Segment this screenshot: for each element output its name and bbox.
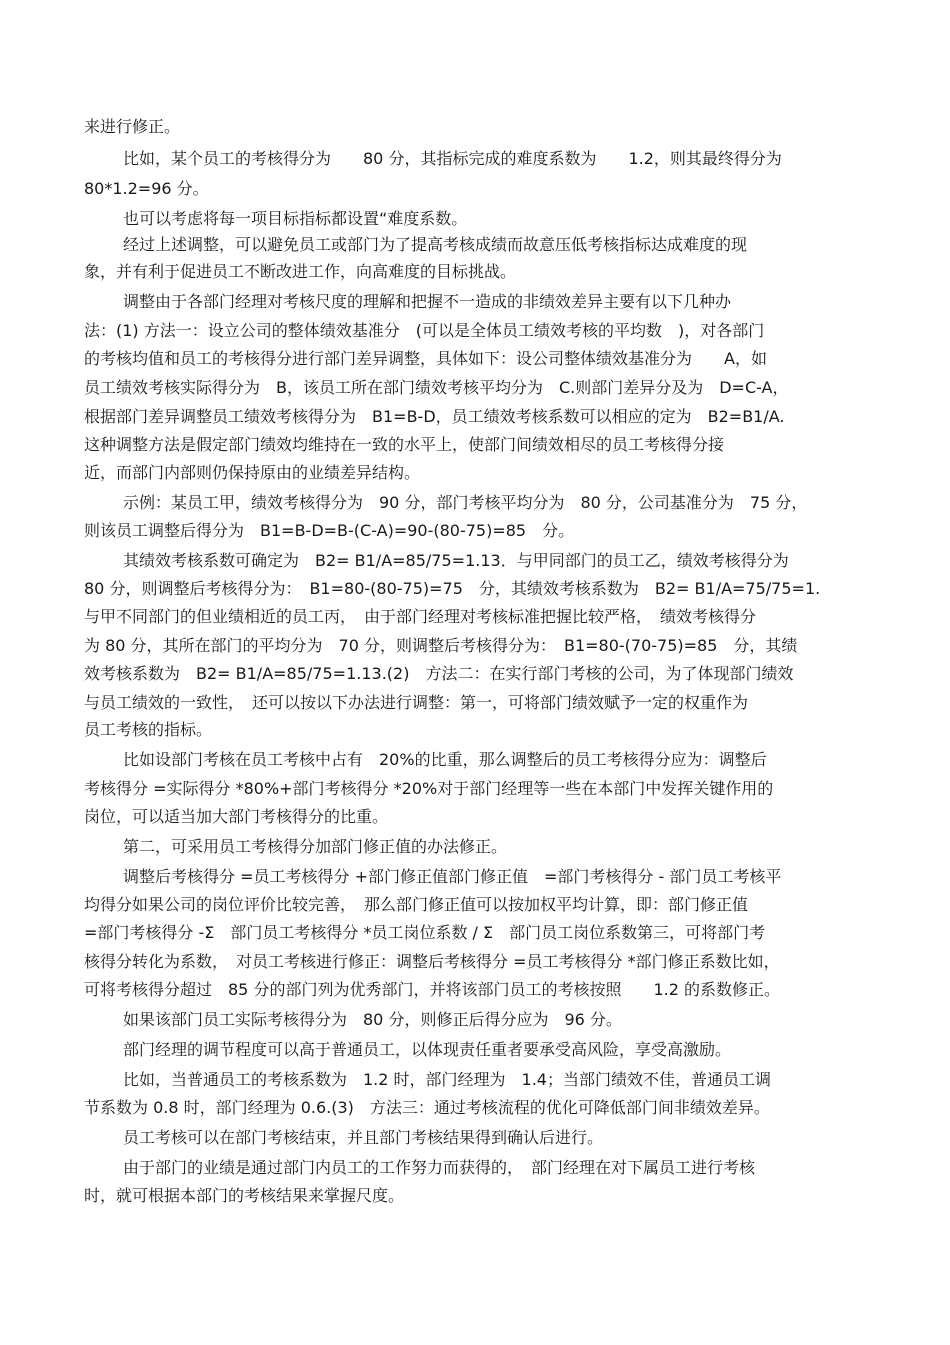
text-line: 80*1.2=96 分。 (84, 179, 209, 198)
text-line: 部门经理的调节程度可以高于普通员工，以体现责任重者要承受高风险，享受高激励。 (123, 1040, 732, 1059)
text-line: 均得分如果公司的岗位评价比较完善， 那么部门修正值可以按加权平均计算，即：部门修正值 (84, 895, 749, 914)
text-line: 经过上述调整，可以避免员工或部门为了提高考核成绩而故意压低考核指标达成难度的现 (123, 235, 748, 254)
text-line: 员工考核的指标。 (84, 720, 213, 739)
text-line: 比如，当普通员工的考核系数为 1.2 时，部门经理为 1.4；当部门绩效不佳，普通员工调 (123, 1070, 771, 1089)
text-line: 的考核均值和员工的考核得分进行部门差异调整，具体如下：设公司整体绩效基准分为 A，如 (84, 349, 767, 368)
text-line: 员工绩效考核实际得分为 B，该员工所在部门绩效考核平均分为 C.则部门差异分及为 D=C-A， (84, 378, 789, 397)
text-line: 效考核系数为 B2= B1/A=85/75=1.13.(2) 方法二：在实行部门考核的公司，为了体现部门绩效 (84, 664, 794, 683)
text-line: 80 分，则调整后考核得分为： B1=80-(80-75)=75 分，其绩效考核系数为 B2= B1/A=75/75=1. (84, 579, 821, 598)
text-line: 可将考核得分超过 85 分的部门列为优秀部门，并将该部门员工的考核按照 1.2 的系数修正。 (84, 980, 780, 999)
text-line: 示例：某员工甲，绩效考核得分为 90 分，部门考核平均分为 80 分，公司基准分为 75 分， (123, 493, 808, 512)
text-line: 核得分转化为系数， 对员工考核进行修正：调整后考核得分 =员工考核得分 *部门修正系数比如， (84, 952, 780, 971)
text-line: 与员工绩效的一致性， 还可以按以下办法进行调整：第一，可将部门绩效赋予一定的权重作为 (84, 693, 749, 712)
text-line: 比如设部门考核在员工考核中占有 20%的比重，那么调整后的员工考核得分应为：调整后 (123, 750, 767, 769)
text-line: =部门考核得分 -Σ 部门员工考核得分 *员工岗位系数 / Σ 部门员工岗位系数第三，可将部门考 (84, 923, 766, 942)
text-line: 来进行修正。 (84, 117, 181, 136)
text-line: 这种调整方法是假定部门绩效均维持在一致的水平上，使部门间绩效相尽的员工考核得分接 (84, 435, 725, 454)
text-line: 则该员工调整后得分为 B1=B-D=B-(C-A)=90-(80-75)=85 分。 (84, 521, 575, 540)
text-line: 调整由于各部门经理对考核尺度的理解和把握不一造成的非绩效差异主要有以下几种办 (123, 292, 732, 311)
text-line: 也可以考虑将每一项目标指标都设置“难度系数。 (123, 209, 468, 228)
text-line: 其绩效考核系数可确定为 B2= B1/A=85/75=1.13．与甲同部门的员工乙，绩效考核得分为 (123, 551, 789, 570)
text-line: 近，而部门内部则仍保持原由的业绩差异结构。 (84, 463, 421, 482)
text-line: 调整后考核得分 =员工考核得分 +部门修正值部门修正值 =部门考核得分 - 部门员工考核平 (123, 867, 782, 886)
text-line: 时，就可根据本部门的考核结果来掌握尺度。 (84, 1186, 405, 1205)
text-line: 第二，可采用员工考核得分加部门修正值的办法修正。 (123, 837, 508, 856)
text-line: 岗位，可以适当加大部门考核得分的比重。 (84, 807, 389, 826)
text-line: 比如，某个员工的考核得分为 80 分，其指标完成的难度系数为 1.2，则其最终得分为 (123, 149, 782, 168)
text-line: 为 80 分，其所在部门的平均分为 70 分，则调整后考核得分为： B1=80-(70-75)=85 分，其绩 (84, 636, 798, 655)
text-line: 员工考核可以在部门考核结束，并且部门考核结果得到确认后进行。 (123, 1128, 604, 1147)
text-line: 如果该部门员工实际考核得分为 80 分，则修正后得分应为 96 分。 (123, 1010, 622, 1029)
text-line: 根据部门差异调整员工绩效考核得分为 B1=B-D，员工绩效考核系数可以相应的定为 B2=B1/A. (84, 407, 785, 426)
text-line: 与甲不同部门的但业绩相近的员工丙， 由于部门经理对考核标准把握比较严格， 绩效考核得分 (84, 607, 757, 626)
text-line: 节系数为 0.8 时，部门经理为 0.6.(3) 方法三：通过考核流程的优化可降低部门间非绩效差异。 (84, 1098, 770, 1117)
text-line: 考核得分 =实际得分 *80%+部门考核得分 *20%对于部门经理等一些在本部门中发挥关键作用的 (84, 779, 774, 798)
text-line: 由于部门的业绩是通过部门内员工的工作努力而获得的， 部门经理在对下属员工进行考核 (123, 1158, 756, 1177)
text-line: 法：(1) 方法一：设立公司的整体绩效基准分 (可以是全体员工绩效考核的平均数 )，对各部门 (84, 321, 765, 340)
text-line: 象，并有利于促进员工不断改进工作，向高难度的目标挑战。 (84, 262, 517, 281)
